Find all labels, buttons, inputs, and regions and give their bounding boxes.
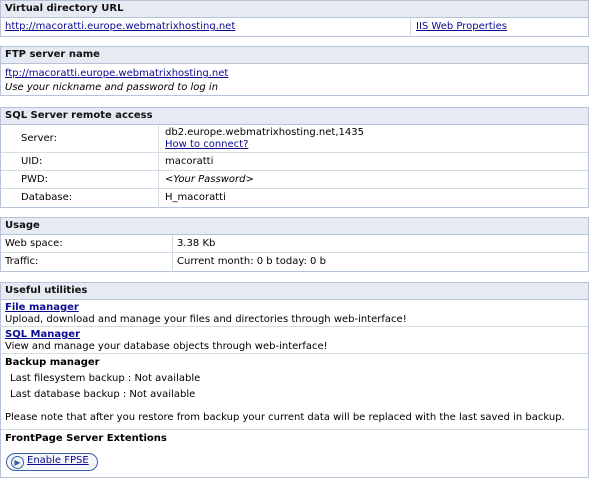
uid-label: UID: bbox=[21, 156, 43, 167]
iis-web-properties-link[interactable]: IIS Web Properties bbox=[416, 21, 507, 32]
database-value: H_macoratti bbox=[165, 192, 226, 203]
last-filesystem-backup: Last filesystem backup : Not available bbox=[10, 373, 201, 384]
file-manager-desc: Upload, download and manage your files and directories through web-interface! bbox=[5, 314, 407, 325]
backup-note: Please note that after you restore from backup your current data will be replaced with the last saved in backup. bbox=[5, 412, 565, 423]
ftp-title: FTP server name bbox=[1, 47, 588, 64]
how-to-connect-link[interactable]: How to connect? bbox=[165, 139, 249, 150]
server-value: db2.europe.webmatrixhosting.net,1435 bbox=[165, 127, 364, 138]
file-manager-row bbox=[1, 300, 588, 327]
sql-manager-link[interactable]: SQL Manager bbox=[5, 329, 80, 340]
virtual-directory-title: Virtual directory URL bbox=[1, 1, 588, 18]
virtual-directory-url-link[interactable]: http://macoratti.europe.webmatrixhosting.net bbox=[5, 21, 236, 32]
pwd-label: PWD: bbox=[21, 174, 48, 185]
backup-manager-title: Backup manager bbox=[5, 357, 100, 368]
uid-value: macoratti bbox=[165, 156, 214, 167]
pwd-value: <Your Password> bbox=[165, 174, 254, 185]
sql-pwd-row bbox=[1, 171, 588, 189]
sql-uid-row bbox=[1, 153, 588, 171]
usage-section bbox=[0, 217, 589, 272]
frontpage-title: FrontPage Server Extentions bbox=[5, 433, 167, 444]
sql-manager-desc: View and manage your database objects through web-interface! bbox=[5, 341, 328, 352]
ftp-section bbox=[0, 46, 589, 96]
sql-title: SQL Server remote access bbox=[1, 108, 588, 125]
traffic-label: Traffic: bbox=[5, 256, 39, 267]
enable-fpse-label[interactable]: Enable FPSE bbox=[27, 455, 89, 466]
enable-fpse-button[interactable] bbox=[6, 453, 98, 471]
virtual-directory-row bbox=[1, 18, 588, 37]
sql-manager-row bbox=[1, 327, 588, 354]
sql-server-row bbox=[1, 125, 588, 153]
ftp-login-note: Use your nickname and password to log in bbox=[5, 82, 219, 93]
sql-section bbox=[0, 107, 589, 208]
traffic-value: Current month: 0 b today: 0 b bbox=[177, 256, 326, 267]
usage-title: Usage bbox=[1, 218, 588, 235]
web-space-row bbox=[1, 235, 588, 253]
virtual-directory-section bbox=[0, 0, 589, 37]
last-database-backup: Last database backup : Not available bbox=[10, 389, 196, 400]
utilities-title: Useful utilities bbox=[1, 283, 588, 300]
backup-manager-row bbox=[1, 354, 588, 430]
sql-database-row bbox=[1, 189, 588, 208]
web-space-label: Web space: bbox=[5, 238, 63, 249]
utilities-section bbox=[0, 282, 589, 478]
traffic-row bbox=[1, 253, 588, 272]
server-label: Server: bbox=[21, 133, 57, 144]
web-space-value: 3.38 Kb bbox=[177, 238, 216, 249]
file-manager-link[interactable]: File manager bbox=[5, 302, 79, 313]
ftp-url-link[interactable]: ftp://macoratti.europe.webmatrixhosting.net bbox=[5, 68, 229, 79]
arrow-right-icon: ▶ bbox=[11, 456, 24, 469]
frontpage-row bbox=[1, 430, 588, 478]
database-label: Database: bbox=[21, 192, 73, 203]
